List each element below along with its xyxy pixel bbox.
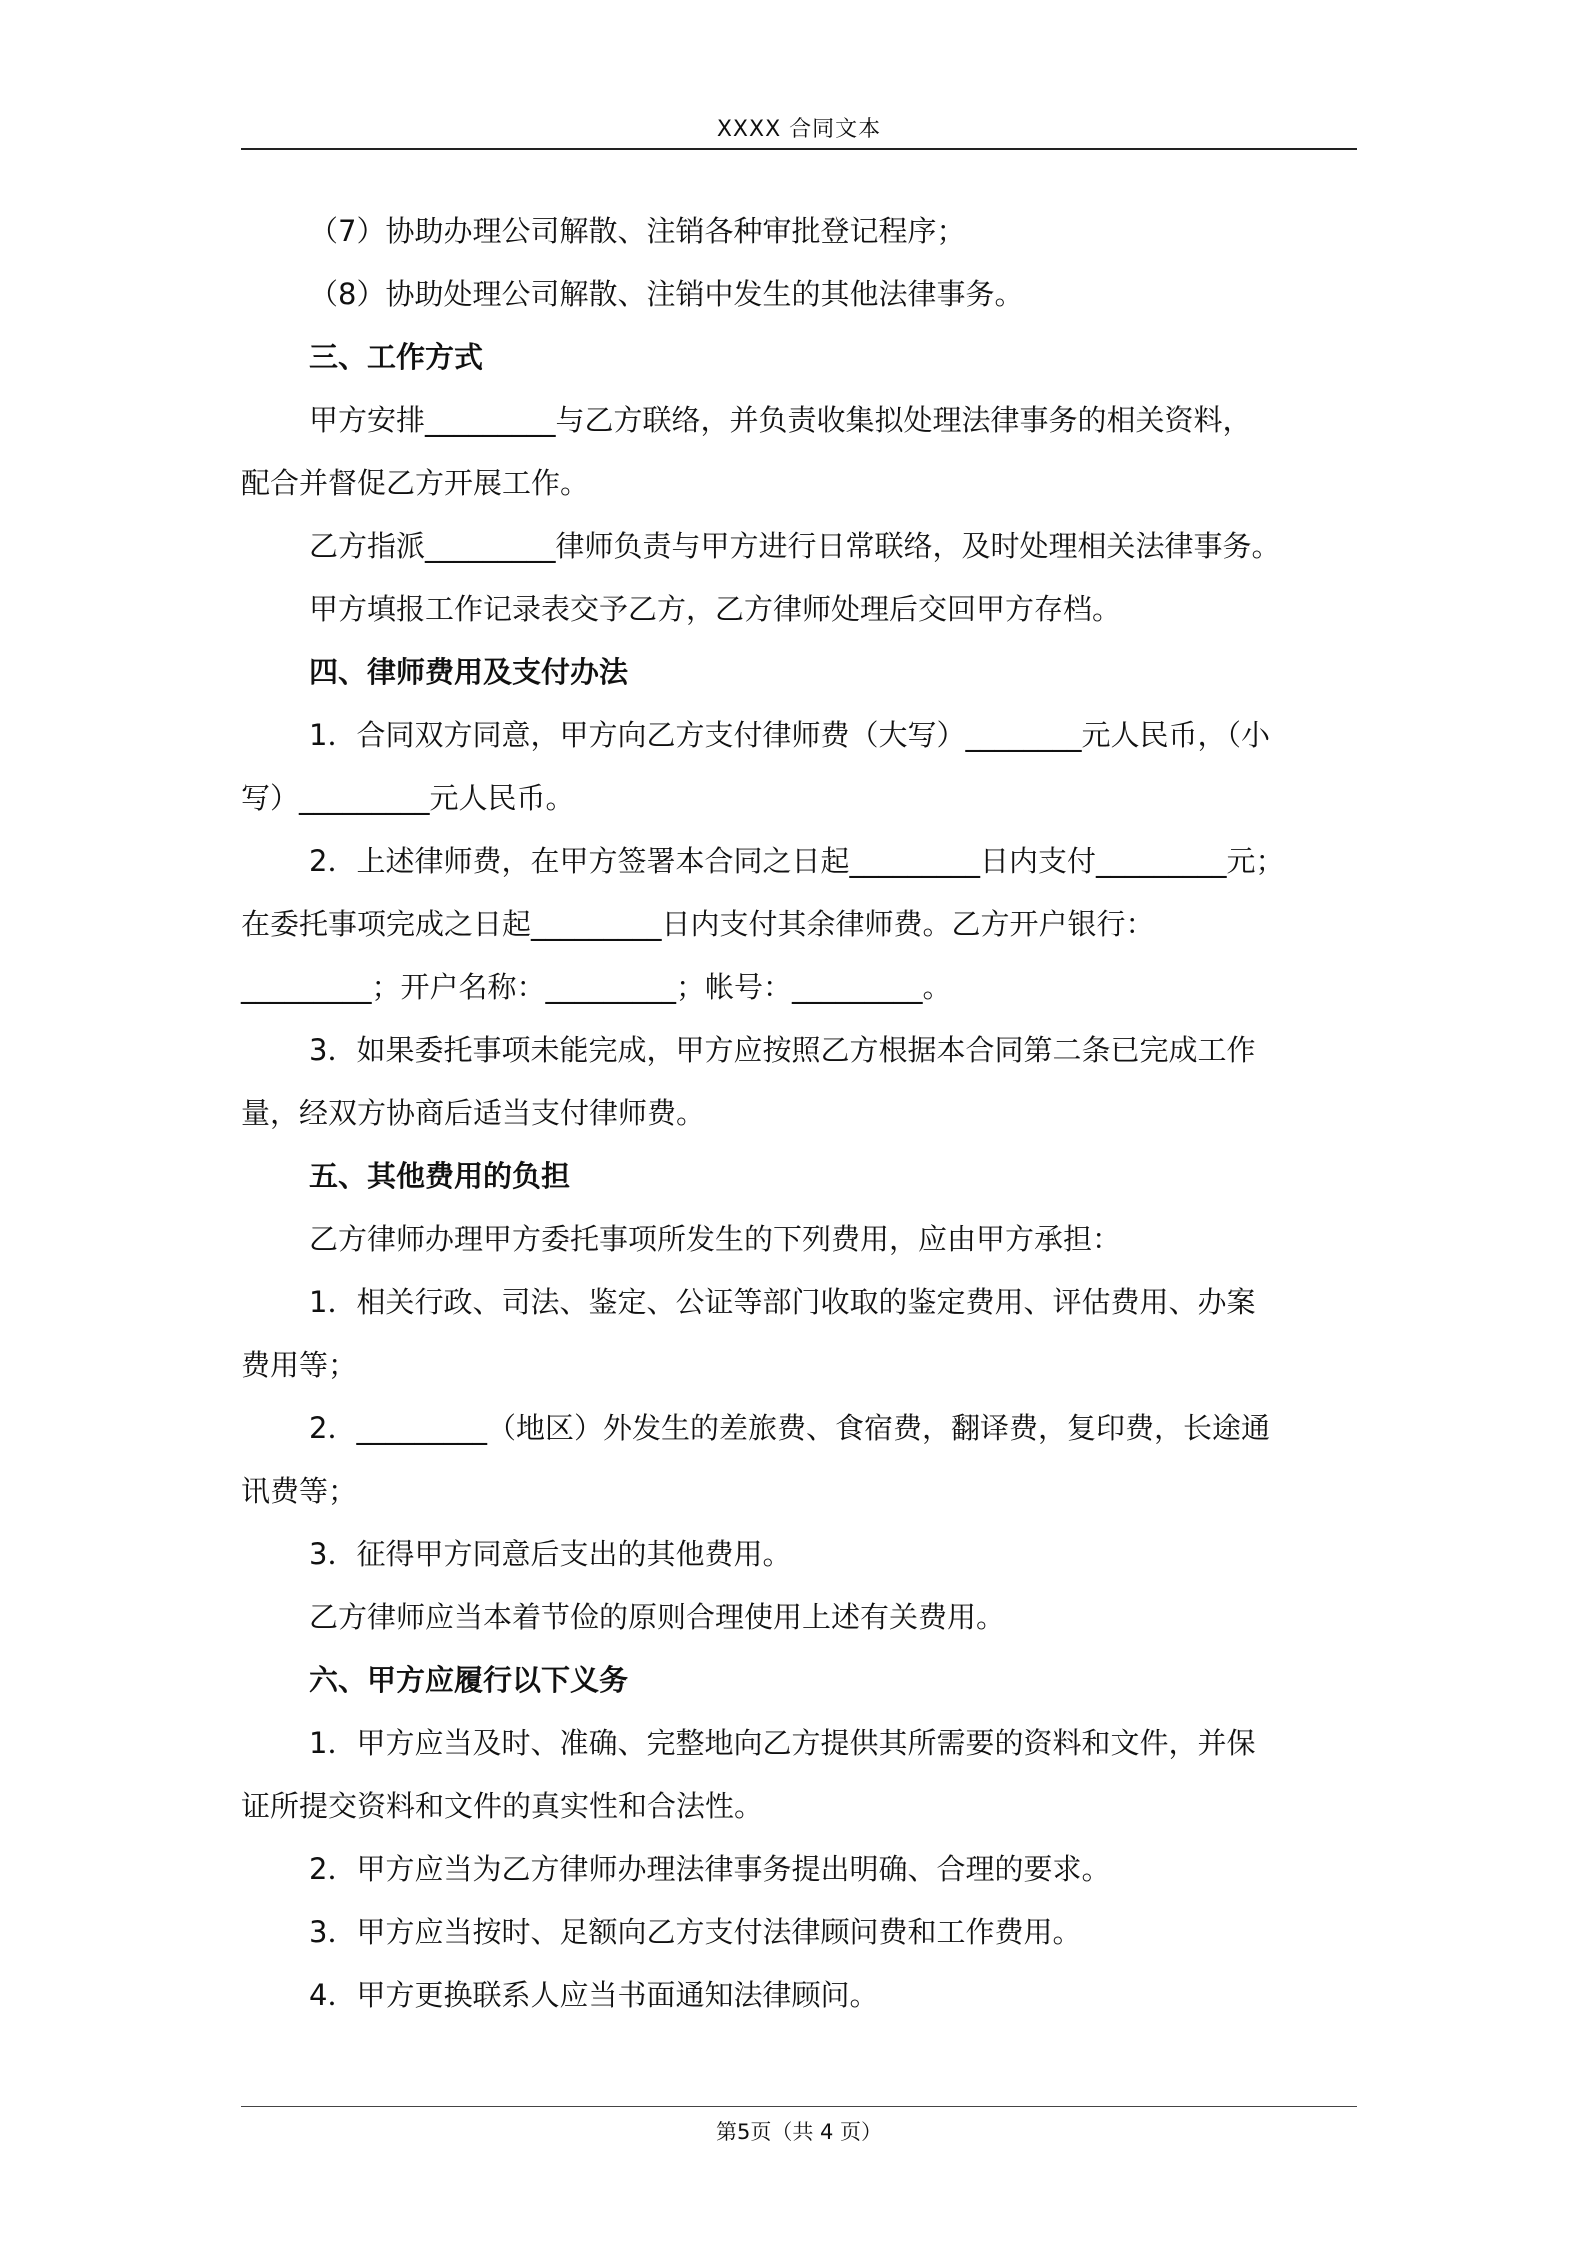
page-number: 第5页（共 4 页）: [715, 2120, 883, 2144]
clause-line: 3．甲方应当按时、足额向乙方支付法律顾问费和工作费用。: [309, 1915, 1082, 1949]
clause-line: （7）协助办理公司解散、注销各种审批登记程序；: [309, 214, 966, 248]
clause-line: 1．相关行政、司法、鉴定、公证等部门收取的鉴定费用、评估费用、办案: [309, 1285, 1256, 1319]
clause-line: 2．甲方应当为乙方律师办理法律事务提出明确、合理的要求。: [309, 1852, 1111, 1886]
section-heading: 五、其他费用的负担: [309, 1159, 571, 1193]
section-heading: 三、工作方式: [309, 340, 484, 374]
clause-line: 乙方律师应当本着节俭的原则合理使用上述有关费用。: [309, 1600, 1006, 1634]
clause-line: 2．上述律师费，在甲方签署本合同之日起_________日内支付_________元；: [309, 844, 1285, 878]
clause-line: 3．如果委托事项未能完成，甲方应按照乙方根据本合同第二条已完成工作: [309, 1033, 1256, 1067]
clause-line: 甲方安排_________与乙方联络，并负责收集拟处理法律事务的相关资料，: [309, 403, 1252, 437]
header-divider: [241, 148, 1357, 150]
section-heading: 六、甲方应履行以下义务: [309, 1663, 629, 1697]
clause-line: 4．甲方更换联系人应当书面通知法律顾问。: [309, 1978, 879, 2012]
clause-line: 量，经双方协商后适当支付律师费。: [241, 1096, 706, 1130]
document-body: [241, 200, 1357, 2027]
clause-line: 配合并督促乙方开展工作。: [241, 466, 590, 500]
clause-line: 1．合同双方同意，甲方向乙方支付律师费（大写）________元人民币，（小: [309, 718, 1270, 752]
clause-line: 写）_________元人民币。: [241, 781, 575, 815]
clause-line: 1．甲方应当及时、准确、完整地向乙方提供其所需要的资料和文件，并保: [309, 1726, 1256, 1760]
footer-divider: [241, 2106, 1357, 2107]
clause-line: _________；开户名称：_________；帐号：_________。: [241, 970, 952, 1004]
clause-line: 在委托事项完成之日起_________日内支付其余律师费。乙方开户银行：: [241, 907, 1155, 941]
clause-line: 讯费等；: [241, 1474, 358, 1508]
page-header-title: XXXX 合同文本: [716, 117, 882, 142]
clause-line: 乙方指派_________律师负责与甲方进行日常联络，及时处理相关法律事务。: [309, 529, 1281, 563]
clause-line: 甲方填报工作记录表交予乙方，乙方律师处理后交回甲方存档。: [309, 592, 1122, 626]
clause-line: 乙方律师办理甲方委托事项所发生的下列费用，应由甲方承担：: [309, 1222, 1122, 1256]
clause-line: 证所提交资料和文件的真实性和合法性。: [241, 1789, 764, 1823]
clause-line: 3．征得甲方同意后支出的其他费用。: [309, 1537, 792, 1571]
clause-line: 费用等；: [241, 1348, 358, 1382]
clause-line: （8）协助处理公司解散、注销中发生的其他法律事务。: [309, 277, 1024, 311]
section-heading: 四、律师费用及支付办法: [309, 655, 629, 689]
clause-line: 2．_________（地区）外发生的差旅费、食宿费，翻译费，复印费，长途通: [309, 1411, 1270, 1445]
